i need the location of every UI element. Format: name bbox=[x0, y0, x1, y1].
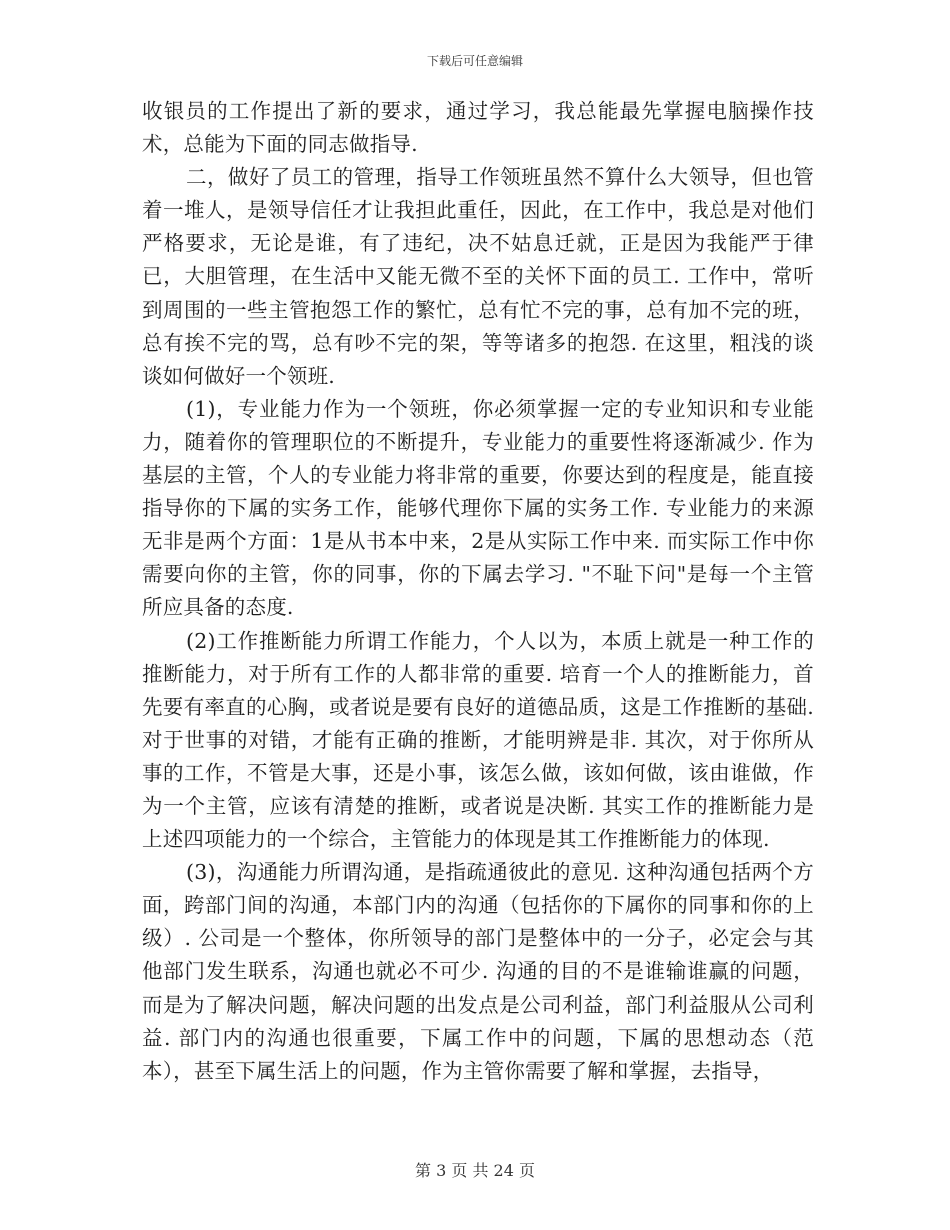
paragraph-1: 收银员的工作提出了新的要求，通过学习，我总能最先掌握电脑操作技术，总能为下面的同志做指导. bbox=[142, 99, 814, 157]
paragraph-5: (3)，沟通能力所谓沟通，是指疏通彼此的意见. 这种沟通包括两个方面，跨部门间的沟通，本部门内的沟通（包括你的下属你的同事和你的上级）. 公司是一个整体，你所领导的部门是整体中的一分子，必定会与其他部门发生联系，沟通也就必不可少. 沟通的目的不是谁输谁赢的问题，而是为了解决问题，解决问题的出发点是公司利益，部门利益服从公司利益. 部门内的沟通也很重要，下属工作中的问题，下属的思想动态（范本），甚至下属生活上的问题，作为主管你需要了解和掌握，去指导， bbox=[142, 860, 814, 1083]
document-body bbox=[142, 95, 814, 1088]
page-header-note: 下载后可任意编辑 bbox=[426, 54, 523, 68]
paragraph-2: 二，做好了员工的管理，指导工作领班虽然不算什么大领导，但也管着一堆人，是领导信任才让我担此重任，因此，在工作中，我总是对他们严格要求，无论是谁，有了违纪，决不姑息迁就，正是因为我能严于律已，大胆管理，在生活中又能无微不至的关怀下面的员工. 工作中，常听到周围的一些主管抱怨工作的繁忙，总有忙不完的事，总有加不完的班，总有挨不完的骂，总有吵不完的架，等等诸多的抱怨. 在这里，粗浅的谈谈如何做好一个领班. bbox=[142, 165, 814, 388]
paragraph-4: (2)工作推断能力所谓工作能力，个人以为，本质上就是一种工作的推断能力，对于所有工作的人都非常的重要. 培育一个人的推断能力，首先要有率直的心胸，或者说是要有良好的道德品质，这是工作推断的基础. 对于世事的对错，才能有正确的推断，才能明辨是非. 其次，对于你所从事的工作，不管是大事，还是小事，该怎么做，该如何做，该由谁做，作为一个主管，应该有清楚的推断，或者说是决断. 其实工作的推断能力是上述四项能力的一个综合，主管能力的体现是其工作推断能力的体现. bbox=[142, 628, 814, 852]
page-number-footer: 第 3 页 共 24 页 bbox=[415, 1161, 535, 1180]
paragraph-3: (1)，专业能力作为一个领班，你必须掌握一定的专业知识和专业能力，随着你的管理职位的不断提升，专业能力的重要性将逐渐减少. 作为基层的主管，个人的专业能力将非常的重要，你要达到的程度是，能直接指导你的下属的实务工作，能够代理你下属的实务工作. 专业能力的来源无非是两个方面：1是从书本中来，2是从实际工作中来. 而实际工作中你需要向你的主管，你的同事，你的下属去学习. "不耻下问"是每一个主管所应具备的态度. bbox=[142, 396, 814, 620]
